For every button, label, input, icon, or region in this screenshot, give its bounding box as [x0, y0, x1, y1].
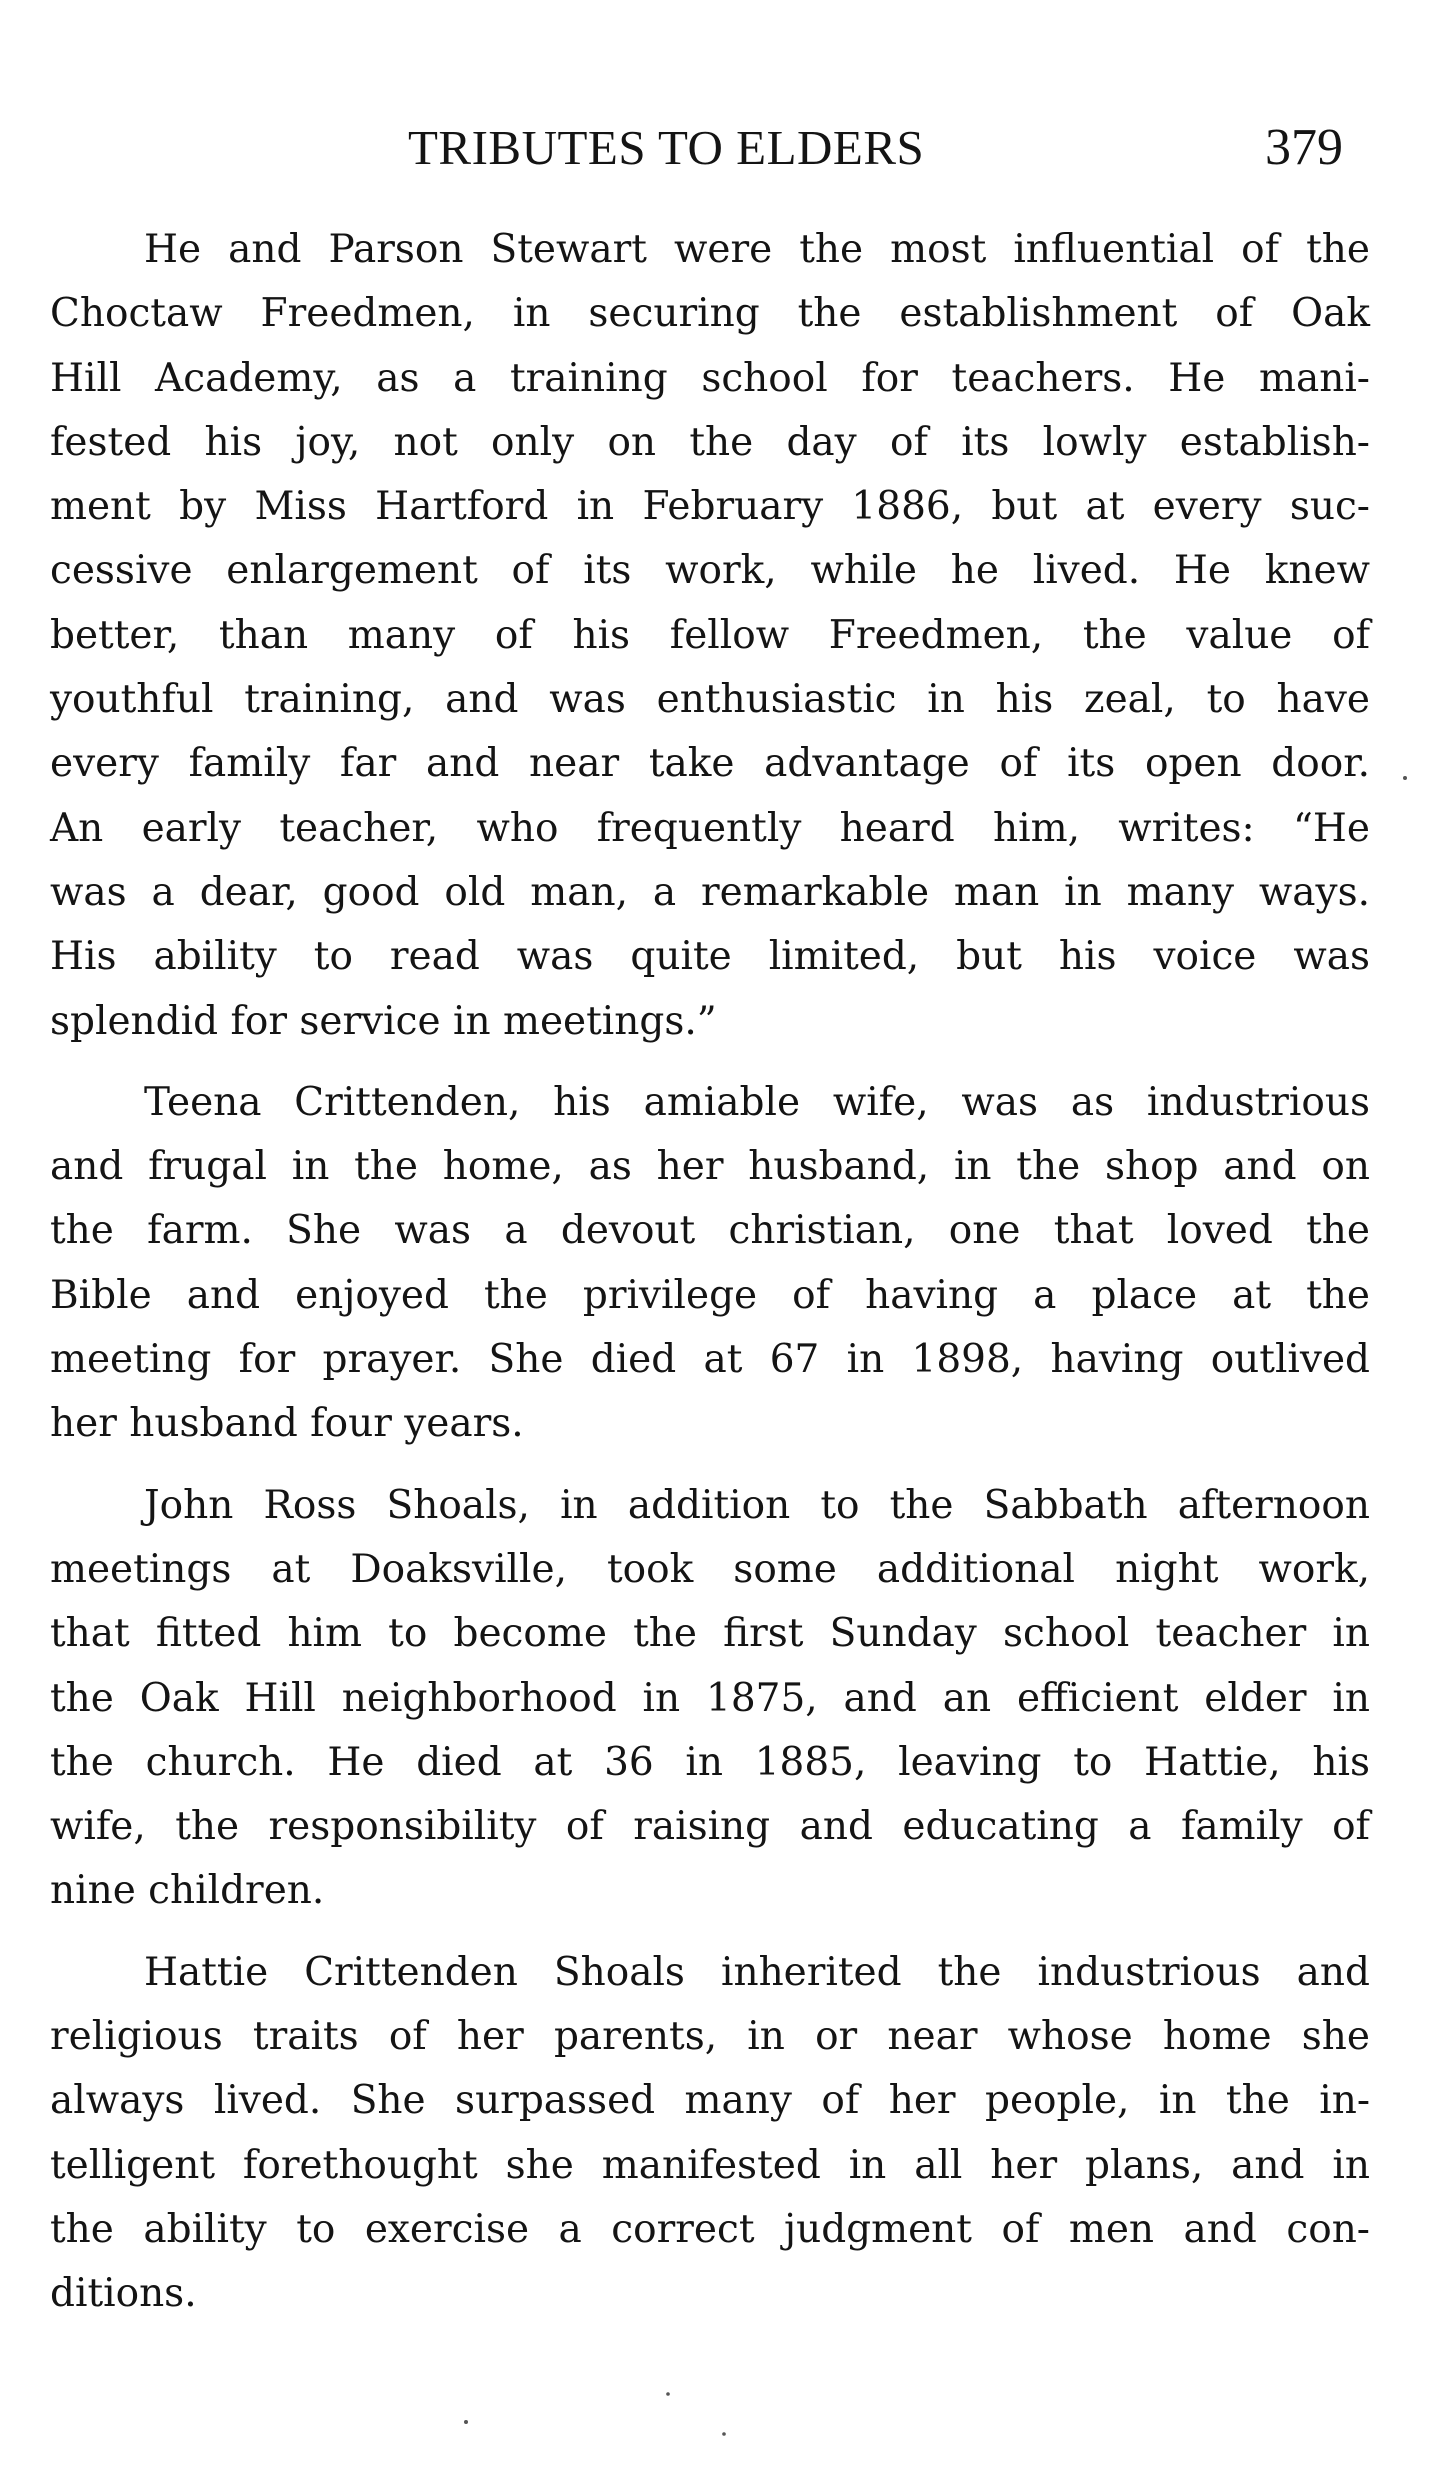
text-line: the ability to exercise a correct judgment of men and con- — [50, 2206, 1370, 2252]
text-line: meeting for prayer. She died at 67 in 1898, having outlived — [50, 1337, 1370, 1383]
text-line: An early teacher, who frequently heard him, writes: “He — [50, 805, 1370, 851]
text-line: that fitted him to become the first Sunday school teacher in — [50, 1611, 1370, 1657]
text-line: the farm. She was a devout christian, one that loved the — [50, 1208, 1370, 1254]
text-line: wife, the responsibility of raising and educating a family of — [50, 1804, 1370, 1850]
text-line: Hattie Crittenden Shoals inherited the industrious and — [144, 1949, 1370, 1995]
text-line: John Ross Shoals, in addition to the Sabbath afternoon — [144, 1482, 1370, 1528]
paragraph-john-ross-shoals — [50, 1474, 1370, 1924]
text-line: Choctaw Freedmen, in securing the establishment of Oak — [50, 291, 1370, 337]
text-line: telligent forethought she manifested in all her plans, and in — [50, 2142, 1370, 2188]
text-line: Bible and enjoyed the privilege of having a place at the — [50, 1272, 1370, 1318]
body-text — [50, 218, 1370, 2344]
text-line: Teena Crittenden, his amiable wife, was as industrious — [144, 1079, 1370, 1125]
text-line: religious traits of her parents, in or near whose home she — [50, 2014, 1370, 2060]
page-header — [0, 118, 1446, 178]
text-line: every family far and near take advantage of its open door. — [50, 741, 1370, 787]
text-line: He and Parson Stewart were the most influential of the — [144, 227, 1370, 272]
text-line: nine children. — [50, 1868, 325, 1914]
print-speck — [722, 2432, 726, 2436]
text-line: better, than many of his fellow Freedmen, the value of — [50, 612, 1370, 658]
page-number: 379 — [1265, 119, 1343, 176]
paragraph-hattie-crittenden-shoals — [50, 1941, 1370, 2327]
text-line: splendid for service in meetings.” — [50, 998, 717, 1044]
text-line: ment by Miss Hartford in February 1886, but at every suc- — [50, 484, 1370, 530]
text-line: Hill Academy, as a training school for teachers. He mani- — [50, 355, 1370, 401]
text-line: ditions. — [50, 2271, 197, 2317]
paragraph-crittenden-elder — [50, 218, 1370, 1054]
print-speck — [1403, 776, 1407, 780]
print-speck — [464, 2420, 468, 2424]
text-line: the Oak Hill neighborhood in 1875, and an efficient elder in — [50, 1675, 1370, 1721]
running-title: TRIBUTES TO ELDERS — [408, 120, 925, 175]
text-line: meetings at Doaksville, took some additional night work, — [50, 1546, 1370, 1592]
text-line: was a dear, good old man, a remarkable man in many ways. — [50, 869, 1370, 915]
paragraph-teena-crittenden — [50, 1071, 1370, 1457]
print-speck — [666, 2392, 670, 2396]
text-line: fested his joy, not only on the day of its lowly establish- — [50, 419, 1370, 465]
text-line: youthful training, and was enthusiastic in his zeal, to have — [50, 677, 1370, 723]
text-line: her husband four years. — [50, 1401, 524, 1447]
text-line: cessive enlargement of its work, while he lived. He knew — [50, 548, 1370, 594]
text-line: and frugal in the home, as her husband, in the shop and on — [50, 1144, 1370, 1190]
text-line: the church. He died at 36 in 1885, leaving to Hattie, his — [50, 1739, 1370, 1785]
text-line: His ability to read was quite limited, but his voice was — [50, 934, 1370, 980]
text-line: always lived. She surpassed many of her people, in the in- — [50, 2078, 1370, 2124]
